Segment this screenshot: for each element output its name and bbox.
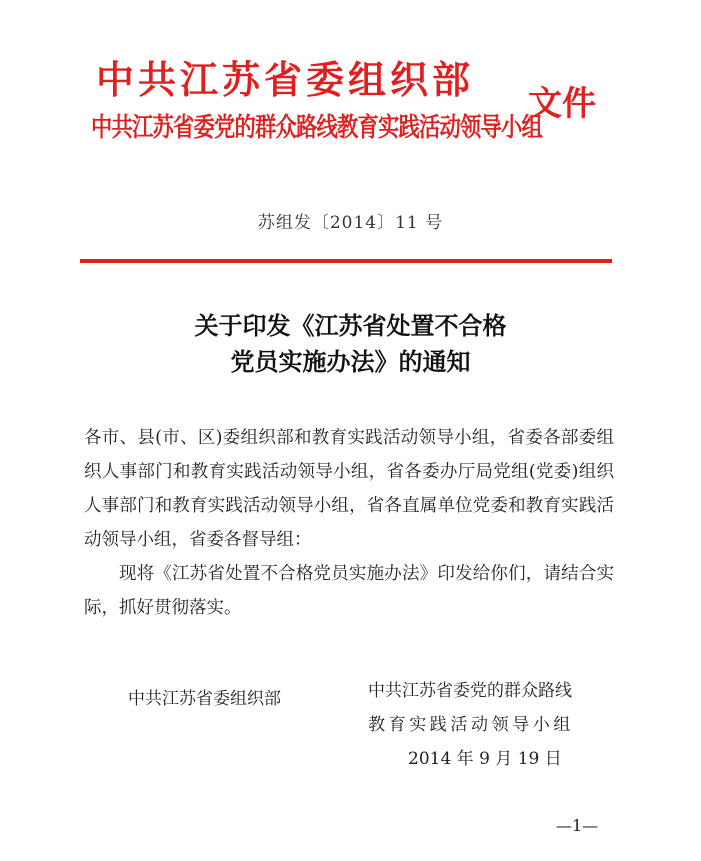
addressee-paragraph: 各市、县(市、区)委组织部和教育实践活动领导小组，省委各部委组织人事部门和教育实践活动领导小组，省各委办厅局党组(党委)组织人事部门和教育实践活动领导小组，省各直属单位党委和教育实践活动领导小组，省委各督导组：: [84, 428, 614, 550]
signature-date: 2014 年 9 月 19 日: [408, 749, 562, 769]
signature-right: [368, 674, 608, 776]
title-line-1: 关于印发《江苏省处置不合格: [194, 311, 507, 340]
issuer-secondary: 中共江苏省委党的群众路线教育实践活动领导小组: [91, 113, 543, 143]
signature-right-line-1: 中共江苏省委党的群众路线: [368, 681, 572, 701]
document-suffix: 文件: [528, 84, 596, 124]
signature-left: 中共江苏省委组织部: [128, 689, 281, 709]
document-body: [84, 421, 614, 625]
document-title: [0, 308, 701, 380]
document-number: 苏组发〔2014〕11 号: [257, 213, 444, 233]
signature-right-line-2: 教育实践活动领导小组: [368, 715, 574, 735]
issuer-primary: 中共江苏省委组织部: [96, 57, 475, 102]
content-paragraph: 现将《江苏省处置不合格党员实施办法》印发给你们，请结合实际，抓好贯彻落实。: [84, 564, 614, 618]
header-divider: [80, 259, 612, 263]
page-number: —1—: [556, 816, 599, 835]
title-line-2: 党员实施办法》的通知: [230, 347, 471, 376]
